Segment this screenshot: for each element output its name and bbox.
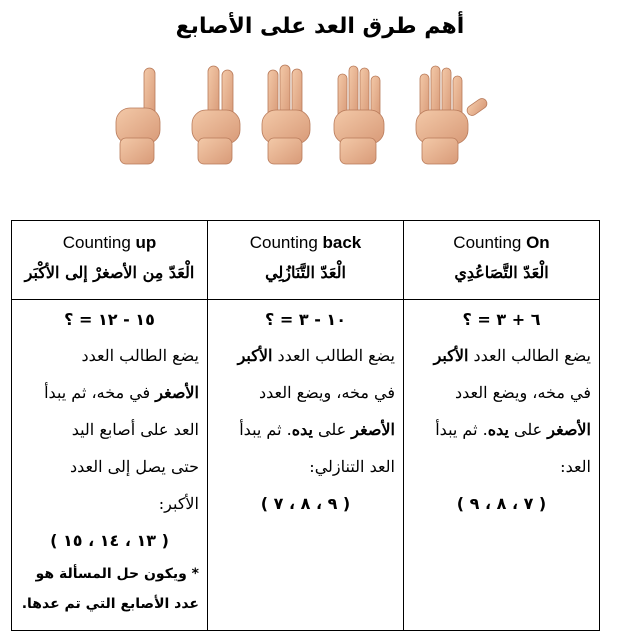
- desc-bold: الأصغر: [547, 420, 591, 439]
- desc-bold: الأكبر: [433, 346, 469, 365]
- desc-text: . ثم يبدأ: [435, 420, 488, 439]
- desc-text: . ثم يبدأ: [239, 420, 292, 439]
- desc-line: حتى يصل إلى العدد: [70, 457, 199, 476]
- desc-line: [216, 411, 395, 448]
- hand-four-fingers-icon: [334, 66, 384, 164]
- hand-five-fingers-icon: [416, 66, 489, 164]
- desc-line: [412, 337, 591, 374]
- desc-text: في مخه، ثم يبدأ: [44, 383, 156, 402]
- header-en-keyword: On: [526, 233, 550, 252]
- desc-line: يضع الطالب العدد: [81, 346, 199, 365]
- header-en-text: Counting: [62, 233, 136, 252]
- desc-text: يضع الطالب العدد: [272, 346, 395, 365]
- desc-line: [412, 411, 591, 448]
- body-counting-up: [12, 300, 208, 631]
- description: [208, 337, 403, 485]
- note-line: * ويكون حل المسألة هو: [35, 566, 199, 582]
- header-en-text: Counting: [249, 233, 323, 252]
- body-counting-back: [208, 300, 404, 631]
- note: [12, 559, 207, 619]
- header-ar-text: الْعَدّ التَّنَازُلِي: [265, 263, 346, 282]
- description: [404, 337, 599, 485]
- count-sequence: ( ٧ ، ٨ ، ٩ ): [456, 494, 547, 513]
- desc-text: يضع الطالب العدد: [468, 346, 591, 365]
- header-en-text: Counting: [453, 233, 527, 252]
- desc-bold: الأصغر: [351, 420, 395, 439]
- note-line: عدد الأصابع التي تم عدها.: [21, 596, 199, 612]
- count-sequence: ( ٩ ، ٨ ، ٧ ): [260, 494, 351, 513]
- header-counting-on: [404, 221, 600, 300]
- desc-bold: يده: [291, 420, 313, 439]
- equation: ١٠ - ٣ = ؟: [265, 310, 346, 329]
- header-ar-text: الْعَدّ التَّصَاعُدِي: [454, 263, 549, 282]
- desc-line: الأكبر:: [158, 494, 199, 513]
- desc-line: في مخه، ويضع العدد: [258, 383, 395, 402]
- desc-bold: الأصغر: [155, 383, 199, 402]
- desc-line: [216, 337, 395, 374]
- counting-methods-table: [11, 220, 600, 631]
- hand-two-fingers-icon: [192, 66, 240, 164]
- desc-line: في مخه، ويضع العدد: [454, 383, 591, 402]
- counting-hands-illustration: [108, 60, 498, 170]
- header-ar-text: الْعَدّ مِن الأصغرْ إلى الأكْبَر: [24, 263, 195, 282]
- page-title: أهم طرق العد على الأصابع: [175, 14, 465, 39]
- hand-one-finger-icon: [116, 68, 160, 164]
- header-en-keyword: back: [322, 233, 362, 252]
- count-sequence: ( ١٣ ، ١٤ ، ١٥ ): [50, 531, 169, 550]
- desc-text: على: [508, 420, 548, 439]
- desc-line: العد على أصابع اليد: [71, 420, 199, 439]
- desc-text: على: [312, 420, 352, 439]
- header-counting-up: [12, 221, 208, 300]
- header-en-keyword: up: [135, 233, 157, 252]
- desc-bold: الأكبر: [237, 346, 273, 365]
- desc-line: العد:: [560, 457, 591, 476]
- body-counting-on: [404, 300, 600, 631]
- desc-bold: يده: [487, 420, 509, 439]
- equation: ٦ + ٣ = ؟: [462, 310, 541, 329]
- hand-three-fingers-icon: [262, 65, 310, 164]
- desc-line: [20, 374, 199, 411]
- header-counting-back: [208, 221, 404, 300]
- equation: ١٥ - ١٢ = ؟: [64, 310, 155, 329]
- description: [12, 337, 207, 522]
- desc-line: العد التنازلي:: [309, 457, 395, 476]
